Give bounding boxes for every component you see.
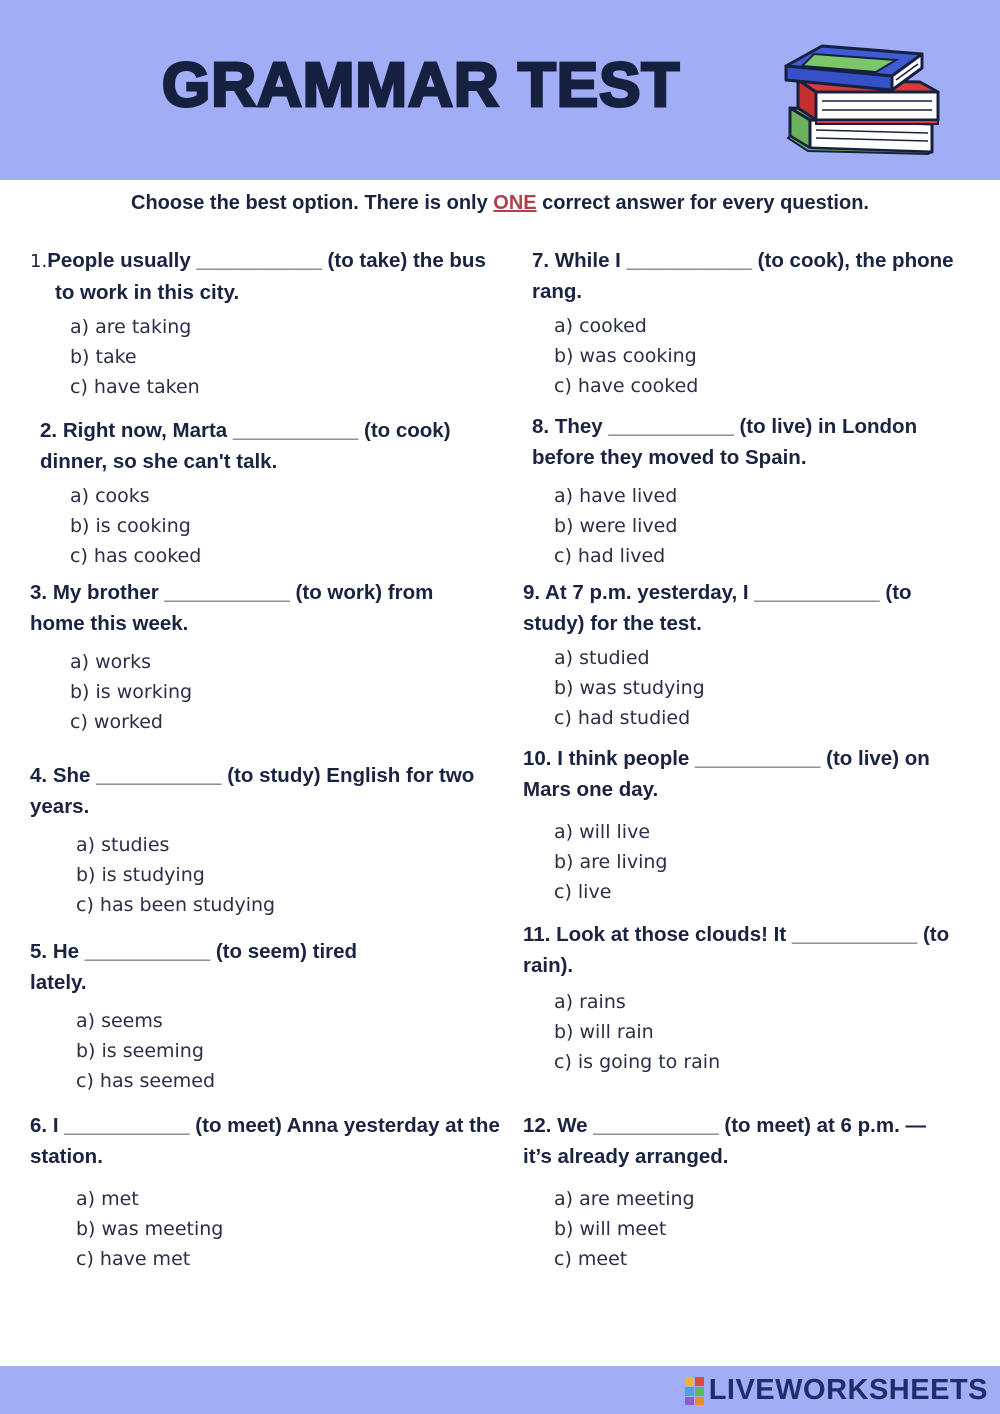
question-stem <box>40 415 480 477</box>
question-text: He ___________ (to seem) tired lately. <box>30 940 358 994</box>
question-text: She ___________ (to study) English for two years. <box>30 764 475 818</box>
question-number: 7. <box>532 249 550 272</box>
question-stem <box>523 743 963 805</box>
question-stem <box>523 1110 953 1172</box>
question-4 <box>30 760 480 920</box>
option-c[interactable]: c) have met <box>76 1248 191 1270</box>
options-list <box>523 643 953 733</box>
question-text: I ___________ (to meet) Anna yesterday at the station. <box>30 1114 500 1168</box>
question-stem <box>30 245 500 308</box>
question-number: 12. <box>523 1114 552 1137</box>
option-b[interactable]: b) were lived <box>554 515 678 537</box>
question-number: 9. <box>523 581 541 604</box>
option-a[interactable]: a) studied <box>554 647 650 669</box>
question-5 <box>30 936 370 1096</box>
option-c[interactable]: c) had studied <box>554 707 691 729</box>
question-7 <box>532 245 972 401</box>
option-c[interactable]: c) has cooked <box>70 545 202 567</box>
options-list <box>532 481 952 571</box>
question-number: 1. <box>30 251 48 272</box>
instructions <box>0 192 1000 215</box>
question-11 <box>523 919 963 1077</box>
option-c[interactable]: c) have cooked <box>554 375 699 397</box>
option-a[interactable]: a) studies <box>76 834 170 856</box>
options-list <box>30 830 480 920</box>
option-c[interactable]: c) worked <box>70 711 163 733</box>
options-list <box>532 311 972 401</box>
question-stem <box>30 936 370 998</box>
instructions-text-before: Choose the best option. There is only <box>131 192 494 214</box>
option-b[interactable]: b) was cooking <box>554 345 697 367</box>
question-3 <box>30 577 470 737</box>
option-b[interactable]: b) is cooking <box>70 515 191 537</box>
option-a[interactable]: a) rains <box>554 991 626 1013</box>
question-text: We ___________ (to meet) at 6 p.m. — it’s already arranged. <box>523 1114 926 1168</box>
options-list <box>40 481 480 571</box>
option-c[interactable]: c) meet <box>554 1248 628 1270</box>
question-text: They ___________ (to live) in London before they moved to Spain. <box>532 415 918 469</box>
question-stem <box>30 760 480 822</box>
brand[interactable] <box>685 1374 988 1407</box>
option-b[interactable]: b) is working <box>70 681 193 703</box>
option-a[interactable]: a) cooks <box>70 485 150 507</box>
question-stem <box>30 1110 505 1172</box>
question-text: My brother ___________ (to work) from home this week. <box>30 581 434 635</box>
option-a[interactable]: a) have lived <box>554 485 678 507</box>
option-b[interactable]: b) was meeting <box>76 1218 224 1240</box>
options-list <box>523 1184 953 1274</box>
options-list <box>30 312 500 402</box>
question-9 <box>523 577 953 733</box>
question-number: 2. <box>40 419 58 442</box>
question-text: At 7 p.m. yesterday, I ___________ (to study) for the test. <box>523 581 912 635</box>
header-band <box>0 0 1000 180</box>
option-b[interactable]: b) will rain <box>554 1021 654 1043</box>
option-a[interactable]: a) met <box>76 1188 139 1210</box>
option-b[interactable]: b) is seeming <box>76 1040 204 1062</box>
option-b[interactable]: b) is studying <box>76 864 205 886</box>
option-c[interactable]: c) has been studying <box>76 894 276 916</box>
option-a[interactable]: a) seems <box>76 1010 163 1032</box>
question-1 <box>30 245 500 402</box>
option-a[interactable]: a) are taking <box>70 316 192 338</box>
option-c[interactable]: c) is going to rain <box>554 1051 721 1073</box>
question-text: People usually ___________ (to take) the bus to work in this city. <box>47 249 486 304</box>
question-text: I think people ___________ (to live) on Mars one day. <box>523 747 930 801</box>
options-list <box>30 1006 370 1096</box>
question-number: 4. <box>30 764 48 787</box>
option-a[interactable]: a) works <box>70 651 151 673</box>
option-b[interactable]: b) will meet <box>554 1218 667 1240</box>
question-8 <box>532 411 952 571</box>
question-stem <box>523 919 963 981</box>
question-10 <box>523 743 963 907</box>
option-c[interactable]: c) have taken <box>70 376 200 398</box>
option-a[interactable]: a) are meeting <box>554 1188 695 1210</box>
options-list <box>523 987 963 1077</box>
option-b[interactable]: b) was studying <box>554 677 705 699</box>
question-text: Right now, Marta ___________ (to cook) dinner, so she can't talk. <box>40 419 451 473</box>
option-c[interactable]: c) has seemed <box>76 1070 216 1092</box>
question-2 <box>40 415 480 571</box>
question-6 <box>30 1110 505 1274</box>
question-12 <box>523 1110 953 1274</box>
question-stem <box>532 245 972 307</box>
brand-name: LIVEWORKSHEETS <box>708 1374 988 1406</box>
question-stem <box>523 577 953 639</box>
books-icon <box>782 40 944 156</box>
question-number: 10. <box>523 747 552 770</box>
question-number: 8. <box>532 415 550 438</box>
option-c[interactable]: c) live <box>554 881 612 903</box>
options-list <box>30 1184 505 1274</box>
question-text: Look at those clouds! It ___________ (to rain). <box>523 923 950 977</box>
liveworksheets-logo-icon <box>685 1377 705 1405</box>
option-b[interactable]: b) are living <box>554 851 668 873</box>
question-number: 3. <box>30 581 48 604</box>
option-a[interactable]: a) cooked <box>554 315 647 337</box>
question-text: While I ___________ (to cook), the phone rang. <box>532 249 954 303</box>
question-stem <box>532 411 952 473</box>
instructions-text-after: correct answer for every question. <box>536 192 869 214</box>
options-list <box>30 647 470 737</box>
question-number: 6. <box>30 1114 48 1137</box>
option-a[interactable]: a) will live <box>554 821 651 843</box>
footer-band <box>0 1366 1000 1414</box>
question-number: 11. <box>523 923 551 946</box>
question-stem <box>30 577 470 639</box>
instructions-highlight: ONE <box>493 192 537 214</box>
option-c[interactable]: c) had lived <box>554 545 666 567</box>
options-list <box>523 817 963 907</box>
question-number: 5. <box>30 940 48 963</box>
option-b[interactable]: b) take <box>70 346 137 368</box>
page-title: GRAMMAR TEST <box>162 51 681 120</box>
